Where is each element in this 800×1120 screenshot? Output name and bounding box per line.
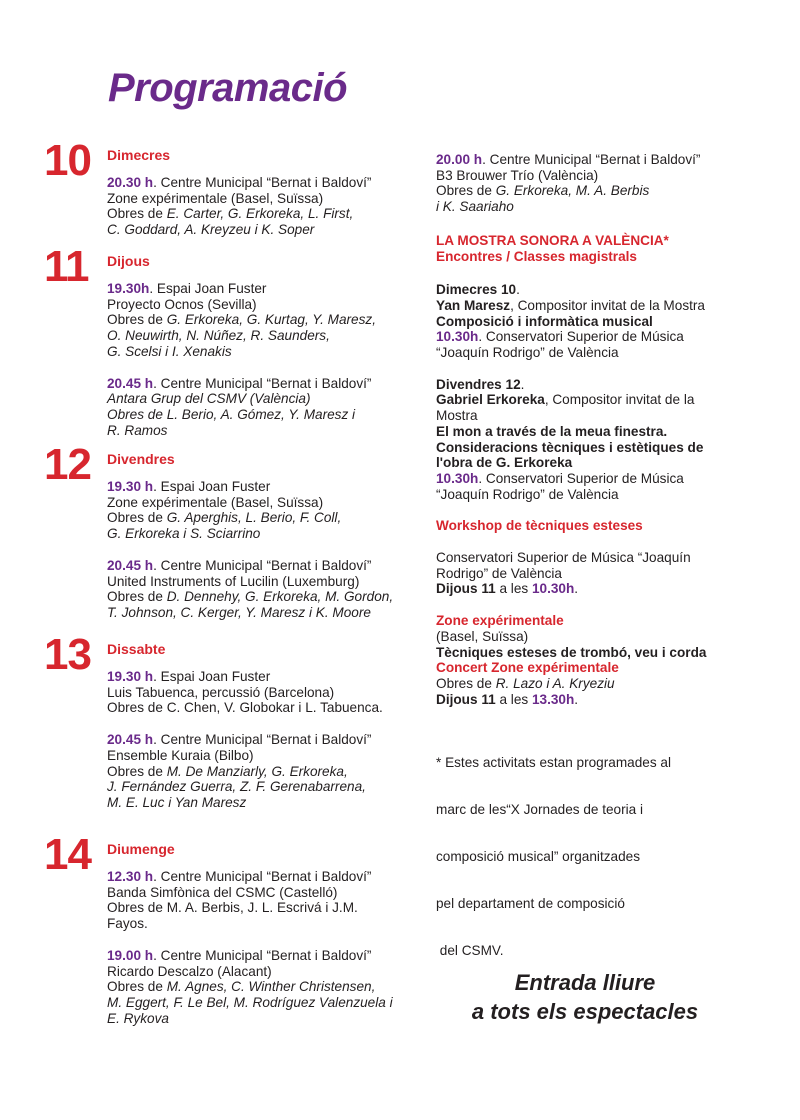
event-place: “Joaquín Rodrigo” de València — [436, 486, 619, 502]
event — [107, 376, 400, 439]
event-time: 10.30h — [531, 581, 575, 597]
event-time: 20.45 h — [107, 732, 154, 748]
mostra-title: LA MOSTRA SONORA A VALÈNCIA* — [436, 232, 669, 248]
event-composers: M. Eggert, F. Le Bel, M. Rodríguez Valenzuela i — [107, 994, 393, 1010]
event-time: 19.00 h — [107, 947, 154, 963]
day-block — [40, 242, 400, 448]
zone-section — [436, 613, 776, 707]
footnote-line: del CSMV. — [436, 943, 504, 959]
masterclass-role: , Compositor invitat de la Mostra — [510, 297, 705, 313]
event-place: . Centre Municipal “Bernat i Baldoví” — [153, 947, 372, 963]
masterclass-course: l'obra de G. Erkoreka — [436, 455, 573, 471]
event-text: Obres de — [107, 589, 167, 605]
event-place: . Centre Municipal “Bernat i Baldoví” — [153, 175, 372, 190]
event-time: 20.45 h — [107, 557, 154, 573]
event-place: . Espai Joan Fuster — [153, 479, 271, 494]
event — [107, 732, 400, 811]
event-composers: G. Erkoreka i S. Sciarrino — [107, 526, 261, 542]
event-composers: R. Lazo i A. Kryeziu — [495, 675, 615, 691]
day-number: 11 — [44, 242, 89, 291]
mostra-subtitle: Encontres / Classes magistrals — [436, 248, 637, 264]
event-text: Obres de — [107, 312, 167, 328]
footnote-line: pel departament de composició — [436, 896, 625, 912]
punctuation: . — [516, 282, 520, 298]
day-number: 10 — [44, 136, 91, 185]
masterclass-fri — [436, 377, 776, 503]
footnote-line: marc de les“X Jornades de teoria i — [436, 801, 644, 817]
workshop-day: Dijous 11 — [436, 581, 496, 597]
event — [107, 869, 400, 932]
day-number: 13 — [44, 630, 91, 679]
event-composers: R. Ramos — [107, 422, 168, 438]
zone-day: Dijous 11 — [436, 691, 496, 707]
event-composers: G. Erkoreka, M. A. Berbis — [495, 183, 650, 199]
event-composers: i K. Saariaho — [436, 199, 514, 215]
punctuation: . — [520, 376, 525, 392]
event-text: a les — [495, 691, 532, 707]
event-line: Obres de M. A. Berbis, J. L. Escrivá i J.M. Fayos. — [107, 900, 358, 932]
schedule-right-column — [436, 152, 776, 990]
masterclass-course: Consideracions tècniques i estètiques de — [436, 439, 704, 455]
event-text: Obres de — [436, 183, 496, 199]
zone-subtitle: Tècniques esteses de trombó, veu i corda — [436, 644, 707, 660]
event-time: 20.45 h — [107, 375, 154, 391]
event — [107, 175, 400, 238]
event-text: Obres de — [107, 979, 167, 995]
mostra-section — [436, 233, 776, 264]
day-name: Dimecres — [107, 147, 171, 163]
day-block — [40, 440, 400, 638]
event-composers: D. Dennehy, G. Erkoreka, M. Gordon, — [166, 589, 394, 605]
workshop-title: Workshop de tècniques esteses — [436, 518, 643, 534]
masterclass-course: Composició i informàtica musical — [436, 313, 653, 329]
event-line: Proyecto Ocnos (Sevilla) — [107, 296, 257, 312]
day-number: 14 — [44, 830, 91, 879]
day-name: Diumenge — [107, 841, 175, 857]
event-place: . Espai Joan Fuster — [149, 281, 267, 296]
event-line: Obres de C. Chen, V. Globokar i L. Tabuenca. — [107, 700, 383, 716]
day-block — [40, 830, 400, 1026]
event-line: Antara Grup del CSMV (València) — [107, 391, 311, 407]
event-time: 20.00 h — [436, 152, 483, 167]
day-number: 12 — [44, 440, 91, 489]
event-text: Obres de — [107, 510, 167, 526]
event-composers: M. E. Luc i Yan Maresz — [107, 794, 247, 810]
event — [107, 948, 400, 1027]
event-time: 19.30 h — [107, 479, 154, 494]
event-place: . Conservatori Superior de Música — [478, 329, 684, 345]
event-time: 19.30 h — [107, 669, 154, 684]
event-place: . Centre Municipal “Bernat i Baldoví” — [153, 557, 372, 573]
footer-line: a tots els espectacles — [471, 999, 699, 1024]
day-name: Dijous — [107, 253, 150, 269]
masterclass-name: Gabriel Erkoreka — [436, 392, 545, 408]
event-text: Obres de — [436, 675, 496, 691]
event-text: Obres de — [107, 206, 167, 222]
event-composers: G. Aperghis, L. Berio, F. Coll, — [166, 510, 342, 526]
event-composers: Obres de L. Berio, A. Gómez, Y. Maresz i — [107, 406, 356, 422]
page-title: Programació — [108, 66, 348, 110]
event-composers: M. De Manziarly, G. Erkoreka, — [166, 763, 348, 779]
day-block — [40, 630, 400, 838]
event-line: United Instruments of Lucilin (Luxemburg) — [107, 573, 360, 589]
event-line: Zone expérimentale (Basel, Suïssa) — [107, 190, 324, 206]
event-composers: J. Fernández Guerra, Z. F. Gerenabarrena, — [107, 779, 366, 795]
event-place: . Centre Municipal “Bernat i Baldoví” — [153, 375, 372, 391]
event-composers: M. Agnes, C. Winther Christensen, — [166, 979, 376, 995]
event — [107, 479, 400, 542]
footnote — [436, 723, 776, 990]
masterclass-name: Yan Maresz — [436, 297, 511, 313]
event-composers: E. Rykova — [107, 1010, 169, 1026]
day-block — [40, 136, 400, 250]
event — [107, 558, 400, 621]
event-place: . Centre Municipal “Bernat i Baldoví” — [153, 732, 372, 748]
event-composers: G. Erkoreka, G. Kurtag, Y. Maresz, — [166, 312, 376, 328]
concert-title: Concert Zone expérimentale — [436, 660, 619, 676]
footnote-line: * Estes activitats estan programades al — [436, 754, 671, 770]
event-place: Rodrigo” de València — [436, 565, 562, 581]
zone-title: Zone expérimentale — [436, 613, 564, 629]
day-name: Dissabte — [107, 641, 166, 657]
workshop-section — [436, 518, 776, 597]
event-time: 20.30 h — [107, 175, 154, 190]
footer-line: Entrada lliure — [514, 970, 656, 995]
free-entry-notice — [430, 968, 740, 1026]
event-composers: C. Goddard, A. Kreyzeu i K. Soper — [107, 222, 315, 238]
event-composers: E. Carter, G. Erkoreka, L. First, — [166, 206, 354, 222]
zone-location: (Basel, Suïssa) — [436, 628, 529, 644]
masterclass-wed — [436, 282, 776, 361]
event-text: a les — [495, 581, 532, 597]
event-time: 10.30h — [436, 329, 479, 345]
day-name: Divendres — [107, 451, 175, 467]
event — [107, 669, 400, 716]
punctuation: . — [574, 691, 579, 707]
event-time: 13.30h — [531, 691, 575, 707]
event-text: Obres de — [107, 763, 167, 779]
event-composers: G. Scelsi i I. Xenakis — [107, 343, 232, 359]
event-time: 19.30h — [107, 281, 150, 296]
event-place: “Joaquín Rodrigo” de València — [436, 345, 619, 361]
masterclass-role: , Compositor invitat de la — [544, 392, 695, 408]
punctuation: . — [574, 581, 579, 597]
event-place: . Centre Municipal “Bernat i Baldoví” — [153, 869, 372, 884]
masterclass-course: El mon a través de la meua finestra. — [436, 423, 668, 439]
event-composers: O. Neuwirth, N. Núñez, R. Saunders, — [107, 328, 330, 344]
event-place: Conservatori Superior de Música “Joaquín — [436, 550, 691, 566]
event-line: Ricardo Descalzo (Alacant) — [107, 963, 272, 979]
event-time: 12.30 h — [107, 869, 154, 884]
event-place: . Conservatori Superior de Música — [478, 470, 684, 486]
event-line: B3 Brouwer Trío (València) — [436, 167, 599, 183]
event-line: Zone expérimentale (Basel, Suïssa) — [107, 494, 324, 510]
event-line: Luis Tabuenca, percussió (Barcelona) — [107, 684, 335, 700]
event-line: Banda Simfònica del CSMC (Castelló) — [107, 884, 338, 900]
masterclass-day: Divendres 12 — [436, 376, 521, 392]
event — [436, 152, 776, 215]
footnote-line: composició musical” organitzades — [436, 849, 640, 865]
event-line: Ensemble Kuraia (Bilbo) — [107, 747, 254, 763]
event — [107, 281, 400, 360]
event-composers: T. Johnson, C. Kerger, Y. Maresz i K. Moore — [107, 604, 371, 620]
event-time: 10.30h — [436, 470, 479, 486]
event-place: . Centre Municipal “Bernat i Baldoví” — [482, 152, 701, 167]
masterclass-role: Mostra — [436, 408, 478, 424]
event-place: . Espai Joan Fuster — [153, 669, 271, 684]
schedule-left-column — [40, 136, 400, 1026]
masterclass-day: Dimecres 10 — [436, 282, 517, 298]
